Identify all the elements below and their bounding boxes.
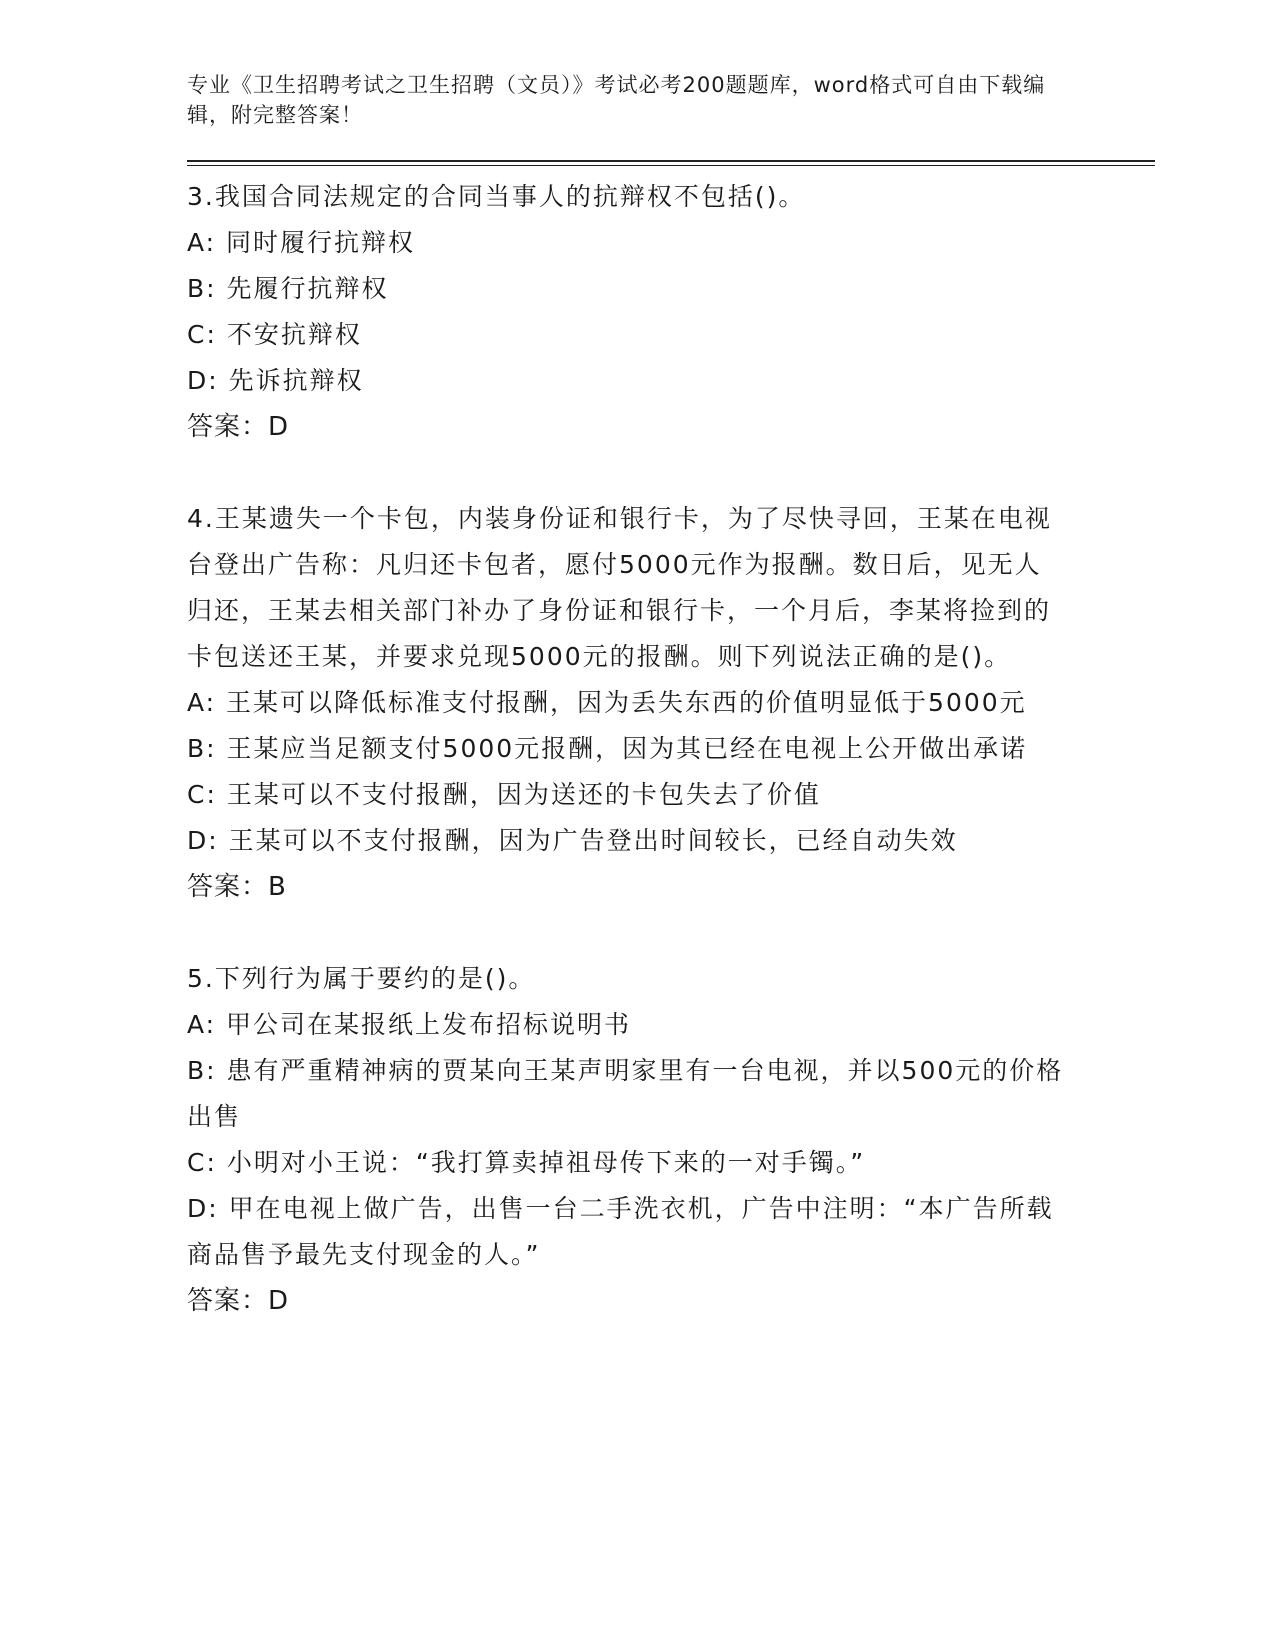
option-d bbox=[187, 1186, 1067, 1278]
option-key: B: bbox=[187, 1056, 217, 1085]
option-key: D: bbox=[187, 1194, 219, 1223]
option-text: 不安抗辩权 bbox=[226, 320, 362, 349]
document-page bbox=[187, 70, 1162, 1324]
option-text: 王某可以不支付报酬，因为广告登出时间较长，已经自动失效 bbox=[228, 826, 958, 855]
option-key: A: bbox=[187, 1010, 217, 1039]
option-text: 甲公司在某报纸上发布招标说明书 bbox=[226, 1010, 632, 1039]
header-divider bbox=[187, 160, 1155, 166]
option-c bbox=[187, 772, 1067, 818]
option-text: 患有严重精神病的贾某向王某声明家里有一台电视，并以500元的价格出售 bbox=[187, 1056, 1064, 1131]
option-b bbox=[187, 266, 1067, 312]
option-key: C: bbox=[187, 320, 217, 349]
option-key: C: bbox=[187, 1148, 217, 1177]
option-b bbox=[187, 726, 1067, 772]
option-c bbox=[187, 312, 1067, 358]
option-text: 先诉抗辩权 bbox=[228, 366, 364, 395]
option-a bbox=[187, 1002, 1067, 1048]
option-text: 王某可以不支付报酬，因为送还的卡包失去了价值 bbox=[226, 780, 821, 809]
option-text: 小明对小王说：“我打算卖掉祖母传下来的一对手镯。” bbox=[226, 1148, 866, 1177]
option-d bbox=[187, 358, 1067, 404]
option-key: C: bbox=[187, 780, 217, 809]
option-key: A: bbox=[187, 228, 217, 257]
option-key: B: bbox=[187, 274, 217, 303]
question-4 bbox=[187, 496, 1162, 910]
option-a bbox=[187, 220, 1067, 266]
option-key: D: bbox=[187, 826, 219, 855]
answer-line: 答案：D bbox=[187, 412, 290, 442]
option-d bbox=[187, 818, 1067, 864]
option-key: B: bbox=[187, 734, 217, 763]
option-key: D: bbox=[187, 366, 219, 395]
answer-line: 答案：D bbox=[187, 1286, 290, 1316]
answer-line: 答案：B bbox=[187, 872, 287, 902]
question-stem: 5.下列行为属于要约的是()。 bbox=[187, 964, 536, 993]
option-text: 王某可以降低标准支付报酬，因为丢失东西的价值明显低于5000元 bbox=[226, 688, 1027, 717]
question-5 bbox=[187, 956, 1162, 1324]
question-stem: 4.王某遗失一个卡包，内装身份证和银行卡，为了尽快寻回，王某在电视台登出广告称：凡归还卡包者，愿付5000元作为报酬。数日后，见无人归还，王某去相关部门补办了身份证和银行卡，一个月后，李某将捡到的卡包送还王某，并要求兑现5000元的报酬。则下列说法正确的是()。 bbox=[187, 504, 1052, 671]
option-text: 同时履行抗辩权 bbox=[226, 228, 416, 257]
question-stem: 3.我国合同法规定的合同当事人的抗辩权不包括()。 bbox=[187, 182, 806, 211]
document-header: 专业《卫生招聘考试之卫生招聘（文员）》考试必考200题题库，word格式可自由下载编辑，附完整答案！ bbox=[187, 73, 1046, 127]
option-c bbox=[187, 1140, 1067, 1186]
option-text: 甲在电视上做广告，出售一台二手洗衣机，广告中注明：“本广告所载商品售予最先支付现金的人。” bbox=[187, 1194, 1054, 1269]
option-a bbox=[187, 680, 1067, 726]
option-text: 先履行抗辩权 bbox=[226, 274, 389, 303]
option-text: 王某应当足额支付5000元报酬，因为其已经在电视上公开做出承诺 bbox=[226, 734, 1028, 763]
option-key: A: bbox=[187, 688, 217, 717]
option-b bbox=[187, 1048, 1067, 1140]
question-3 bbox=[187, 174, 1162, 450]
